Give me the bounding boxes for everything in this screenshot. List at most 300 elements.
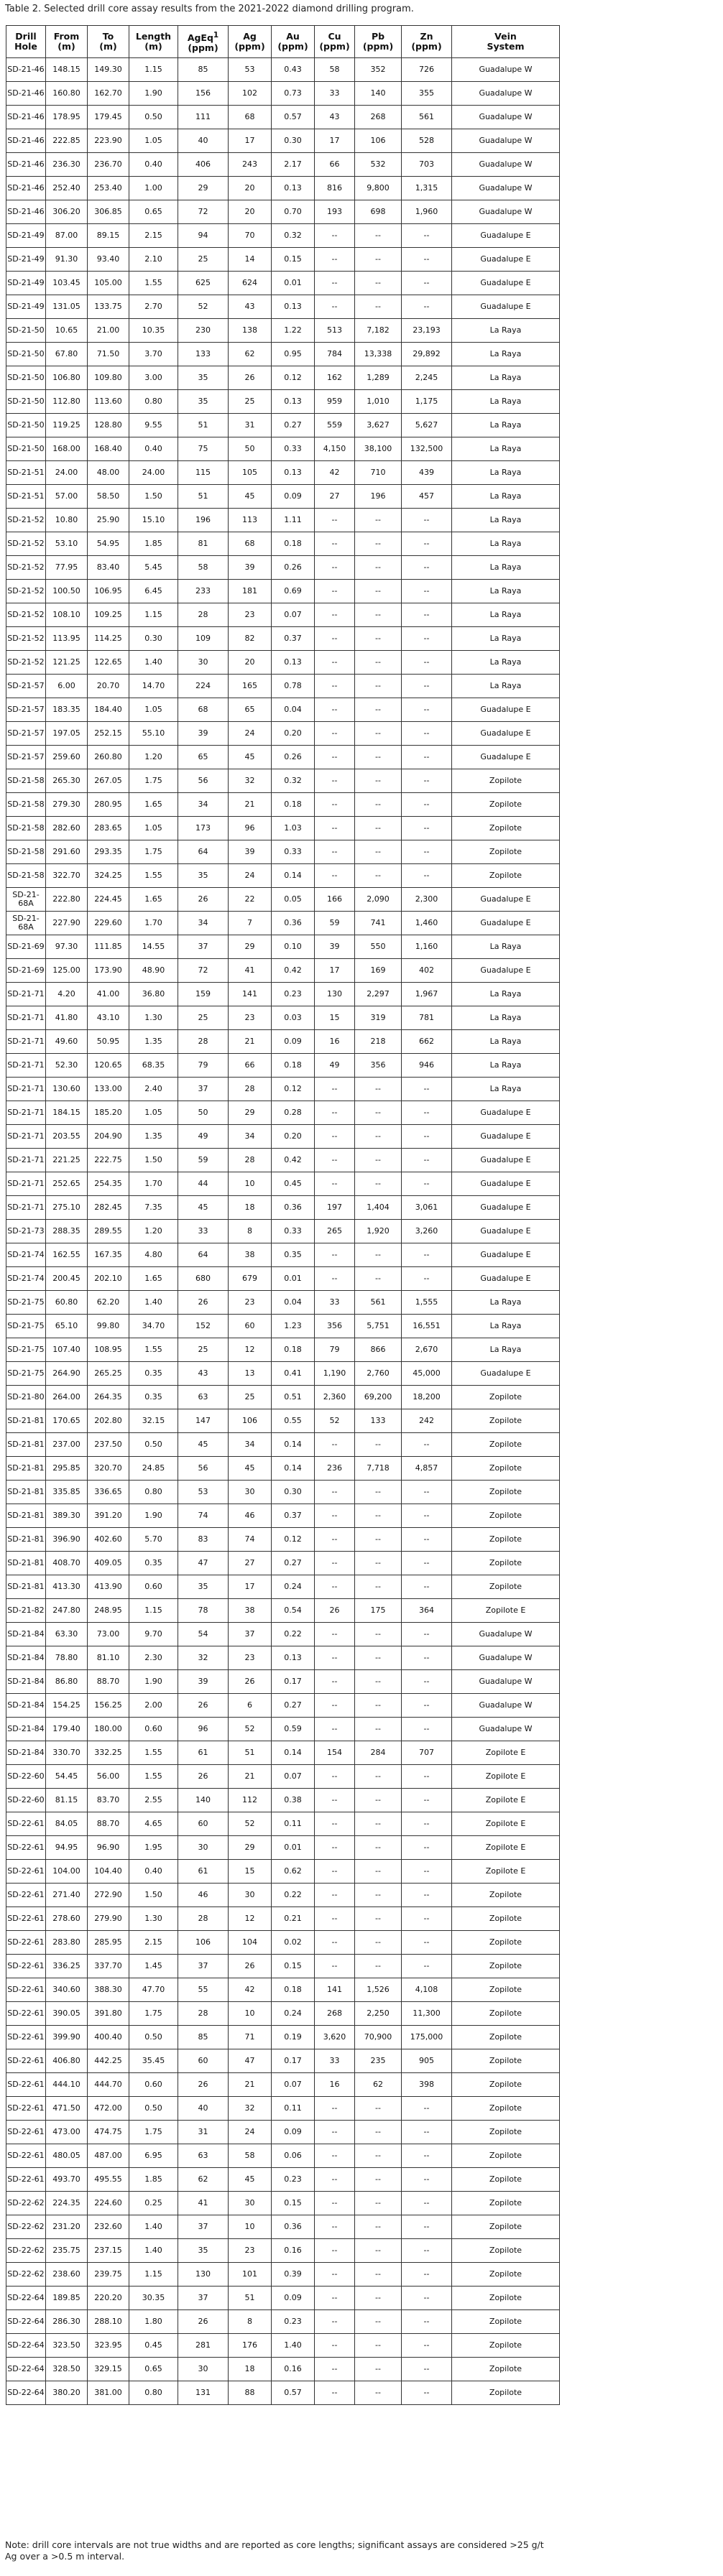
table-cell: --	[315, 2263, 355, 2287]
table-cell: 293.35	[88, 840, 129, 864]
table-cell: 8	[229, 1220, 272, 1243]
table-cell: SD-22-62	[6, 2263, 46, 2287]
table-cell: 4.20	[46, 983, 88, 1006]
table-cell: 0.13	[272, 390, 315, 414]
table-cell: 0.27	[272, 1694, 315, 1718]
table-cell: --	[402, 675, 452, 698]
table-cell: SD-21-81	[6, 1433, 46, 1457]
column-header-label: To	[102, 31, 114, 42]
table-cell: 3.70	[129, 343, 178, 366]
table-cell: 43.10	[88, 1006, 129, 1030]
table-row	[6, 129, 560, 153]
table-cell: --	[315, 2287, 355, 2310]
table-cell: 39	[315, 935, 355, 959]
table-cell: SD-21-84	[6, 1741, 46, 1765]
table-cell: SD-22-61	[6, 2121, 46, 2144]
table-cell: 0.11	[272, 2097, 315, 2121]
table-cell: 40	[178, 2097, 229, 2121]
table-cell: 88	[229, 2381, 272, 2405]
table-cell: 0.22	[272, 1884, 315, 1907]
table-row	[6, 2121, 560, 2144]
table-cell: SD-22-64	[6, 2310, 46, 2334]
table-cell: 222.85	[46, 129, 88, 153]
table-cell: --	[402, 1694, 452, 1718]
table-cell: 16,551	[402, 1315, 452, 1338]
table-cell: 47	[229, 2049, 272, 2073]
table-cell: 16	[315, 2073, 355, 2097]
table-cell: 45	[178, 1433, 229, 1457]
table-cell: 99.80	[88, 1315, 129, 1338]
table-cell: 96	[178, 1718, 229, 1741]
table-cell: 0.35	[129, 1362, 178, 1386]
table-cell: 703	[402, 153, 452, 177]
table-cell: 0.13	[272, 295, 315, 319]
table-cell: Guadalupe E	[452, 1149, 560, 1172]
table-cell: --	[402, 1575, 452, 1599]
table-cell: 220.20	[88, 2287, 129, 2310]
table-cell: 38	[229, 1243, 272, 1267]
table-cell: 329.15	[88, 2358, 129, 2381]
table-cell: 3,061	[402, 1196, 452, 1220]
column-header-unit: (ppm)	[188, 42, 218, 54]
table-cell: Zopilote E	[452, 1599, 560, 1623]
table-row	[6, 2239, 560, 2263]
table-cell: Zopilote E	[452, 1860, 560, 1884]
table-cell: --	[315, 1528, 355, 1552]
table-cell: La Raya	[452, 1338, 560, 1362]
table-cell: 0.26	[272, 556, 315, 580]
table-cell: --	[402, 1718, 452, 1741]
table-cell: 279.30	[46, 793, 88, 817]
table-cell: --	[355, 2168, 402, 2192]
table-row	[6, 1409, 560, 1433]
table-cell: 27	[315, 485, 355, 509]
table-cell: 25	[178, 1006, 229, 1030]
table-cell: 141	[315, 1978, 355, 2002]
table-cell: 336.65	[88, 1481, 129, 1504]
table-cell: --	[315, 1101, 355, 1125]
table-cell: 156	[178, 82, 229, 106]
table-row	[6, 532, 560, 556]
table-cell: 26	[178, 2073, 229, 2097]
table-cell: 0.60	[129, 2073, 178, 2097]
table-cell: 35	[178, 2239, 229, 2263]
table-cell: 156.25	[88, 1694, 129, 1718]
table-row	[6, 840, 560, 864]
table-row	[6, 1623, 560, 1646]
table-cell: 323.50	[46, 2334, 88, 2358]
table-cell: 1.85	[129, 2168, 178, 2192]
table-cell: 58	[229, 2144, 272, 2168]
table-cell: 295.85	[46, 1457, 88, 1481]
table-cell: 24.00	[129, 461, 178, 485]
table-cell: 528	[402, 129, 452, 153]
table-cell: --	[355, 556, 402, 580]
table-cell: --	[402, 1670, 452, 1694]
table-cell: 106	[355, 129, 402, 153]
table-cell: 248.95	[88, 1599, 129, 1623]
table-cell: 23,193	[402, 319, 452, 343]
table-cell: 0.14	[272, 1457, 315, 1481]
table-cell: Zopilote	[452, 2026, 560, 2049]
table-cell: 1.15	[129, 58, 178, 82]
table-cell: 34.70	[129, 1315, 178, 1338]
table-cell: 0.18	[272, 1338, 315, 1362]
table-cell: 0.54	[272, 1599, 315, 1623]
table-cell: 0.05	[272, 888, 315, 912]
table-cell: --	[315, 1812, 355, 1836]
table-cell: 0.57	[272, 106, 315, 129]
table-cell: SD-22-64	[6, 2287, 46, 2310]
table-row	[6, 2073, 560, 2097]
table-cell: 352	[355, 58, 402, 82]
table-cell: --	[315, 746, 355, 769]
table-cell: 21	[229, 2073, 272, 2097]
table-cell: 55	[178, 1978, 229, 2002]
table-cell: 710	[355, 461, 402, 485]
table-cell: 106	[178, 1931, 229, 1955]
table-row	[6, 2192, 560, 2215]
table-cell: Zopilote E	[452, 1765, 560, 1789]
table-row	[6, 1836, 560, 1860]
table-cell: 283.80	[46, 1931, 88, 1955]
table-cell: --	[402, 1149, 452, 1172]
table-cell: 389.30	[46, 1504, 88, 1528]
table-cell: --	[402, 1765, 452, 1789]
table-cell: 0.01	[272, 1267, 315, 1291]
table-cell: --	[355, 746, 402, 769]
table-cell: 1.55	[129, 1765, 178, 1789]
table-row	[6, 1907, 560, 1931]
table-cell: 0.27	[272, 1552, 315, 1575]
table-cell: 131.05	[46, 295, 88, 319]
table-cell: --	[355, 224, 402, 248]
table-cell: 10	[229, 2002, 272, 2026]
table-cell: SD-21-46	[6, 153, 46, 177]
table-row	[6, 2358, 560, 2381]
table-cell: --	[402, 651, 452, 675]
table-cell: 0.17	[272, 2049, 315, 2073]
table-cell: 74	[229, 1528, 272, 1552]
table-cell: SD-21-75	[6, 1315, 46, 1338]
table-cell: --	[402, 1433, 452, 1457]
table-cell: SD-21-49	[6, 248, 46, 272]
table-cell: 8	[229, 2310, 272, 2334]
table-cell: 267.05	[88, 769, 129, 793]
table-cell: Zopilote	[452, 2263, 560, 2287]
table-cell: --	[315, 2144, 355, 2168]
table-cell: SD-21-84	[6, 1718, 46, 1741]
table-cell: 242	[402, 1409, 452, 1433]
table-cell: --	[315, 1931, 355, 1955]
table-row	[6, 1741, 560, 1765]
table-cell: 30	[178, 651, 229, 675]
table-cell: 52.30	[46, 1054, 88, 1078]
table-cell: 133	[355, 1409, 402, 1433]
table-cell: --	[402, 840, 452, 864]
table-cell: 96.90	[88, 1836, 129, 1860]
table-cell: 1.35	[129, 1125, 178, 1149]
table-cell: 32	[229, 769, 272, 793]
table-cell: 53	[178, 1481, 229, 1504]
table-cell: 222.80	[46, 888, 88, 912]
table-cell: 33	[315, 1291, 355, 1315]
table-cell: 1.40	[129, 1291, 178, 1315]
table-cell: 905	[402, 2049, 452, 2073]
table-cell: 107.40	[46, 1338, 88, 1362]
table-cell: 0.18	[272, 1054, 315, 1078]
table-cell: 0.07	[272, 2073, 315, 2097]
table-cell: --	[402, 2358, 452, 2381]
table-cell: Zopilote	[452, 1433, 560, 1457]
table-cell: --	[355, 1481, 402, 1504]
table-cell: 13,338	[355, 343, 402, 366]
table-cell: 402.60	[88, 1528, 129, 1552]
table-cell: 71.50	[88, 343, 129, 366]
table-cell: 56	[178, 1457, 229, 1481]
table-row	[6, 1670, 560, 1694]
table-cell: SD-22-61	[6, 1836, 46, 1860]
table-cell: 5.45	[129, 556, 178, 580]
table-cell: 0.24	[272, 2002, 315, 2026]
table-cell: 0.40	[129, 1860, 178, 1884]
table-row	[6, 1718, 560, 1741]
table-cell: 1,160	[402, 935, 452, 959]
table-cell: --	[315, 675, 355, 698]
table-cell: SD-22-61	[6, 1955, 46, 1978]
table-cell: --	[315, 2310, 355, 2334]
table-cell: 63	[178, 1386, 229, 1409]
table-cell: 1.40	[129, 2239, 178, 2263]
table-cell: 68.35	[129, 1054, 178, 1078]
table-cell: 1.80	[129, 2310, 178, 2334]
table-cell: 3,627	[355, 414, 402, 437]
table-row	[6, 1765, 560, 1789]
table-cell: 0.23	[272, 2168, 315, 2192]
table-cell: 83	[178, 1528, 229, 1552]
table-row	[6, 1552, 560, 1575]
table-cell: SD-21-46	[6, 106, 46, 129]
table-row	[6, 1955, 560, 1978]
table-cell: 34	[229, 1433, 272, 1457]
table-cell: La Raya	[452, 532, 560, 556]
table-cell: SD-22-64	[6, 2334, 46, 2358]
table-cell: 36.80	[129, 983, 178, 1006]
table-cell: 2.15	[129, 224, 178, 248]
table-cell: 75	[178, 437, 229, 461]
table-cell: --	[355, 2381, 402, 2405]
table-cell: 265.25	[88, 1362, 129, 1386]
table-cell: 279.90	[88, 1907, 129, 1931]
table-cell: 78	[178, 1599, 229, 1623]
table-cell: 1,526	[355, 1978, 402, 2002]
table-cell: 112	[229, 1789, 272, 1812]
table-row	[6, 769, 560, 793]
table-cell: 28	[229, 1078, 272, 1101]
table-cell: 196	[178, 509, 229, 532]
table-cell: 26	[178, 1694, 229, 1718]
table-cell: 112.80	[46, 390, 88, 414]
table-cell: 399.90	[46, 2026, 88, 2049]
table-cell: SD-21-75	[6, 1291, 46, 1315]
table-cell: 72	[178, 959, 229, 983]
table-cell: SD-21-46	[6, 129, 46, 153]
table-cell: Zopilote	[452, 1528, 560, 1552]
table-cell: SD-21-71	[6, 1196, 46, 1220]
table-row	[6, 935, 560, 959]
table-cell: 170.65	[46, 1409, 88, 1433]
table-cell: La Raya	[452, 627, 560, 651]
table-cell: 1.55	[129, 864, 178, 888]
table-cell: 0.80	[129, 1481, 178, 1504]
table-cell: 4.65	[129, 1812, 178, 1836]
table-cell: 125.00	[46, 959, 88, 983]
table-cell: 698	[355, 200, 402, 224]
table-cell: 0.24	[272, 1575, 315, 1599]
table-cell: 0.65	[129, 200, 178, 224]
table-cell: 10.65	[46, 319, 88, 343]
table-cell: 132,500	[402, 437, 452, 461]
table-cell: 0.26	[272, 746, 315, 769]
table-cell: 149.30	[88, 58, 129, 82]
table-cell: 1.20	[129, 746, 178, 769]
table-cell: 0.30	[129, 627, 178, 651]
table-cell: 162.55	[46, 1243, 88, 1267]
table-cell: 148.15	[46, 58, 88, 82]
table-cell: 183.35	[46, 698, 88, 722]
table-cell: 24	[229, 722, 272, 746]
table-cell: --	[355, 1267, 402, 1291]
table-cell: 79	[315, 1338, 355, 1362]
table-cell: 35.45	[129, 2049, 178, 2073]
table-cell: 0.33	[272, 437, 315, 461]
table-cell: 781	[402, 1006, 452, 1030]
table-cell: 64	[178, 840, 229, 864]
table-row	[6, 746, 560, 769]
table-row	[6, 2049, 560, 2073]
table-cell: SD-21-69	[6, 935, 46, 959]
table-cell: --	[315, 2358, 355, 2381]
table-cell: 355	[402, 82, 452, 106]
table-cell: 39	[229, 840, 272, 864]
table-cell: --	[315, 556, 355, 580]
table-cell: 197.05	[46, 722, 88, 746]
table-row	[6, 2381, 560, 2405]
table-cell: 408.70	[46, 1552, 88, 1575]
table-cell: 10.80	[46, 509, 88, 532]
table-cell: 0.15	[272, 2192, 315, 2215]
table-cell: 94	[178, 224, 229, 248]
table-cell: 264.00	[46, 1386, 88, 1409]
table-cell: 49.60	[46, 1030, 88, 1054]
table-cell: 561	[355, 1291, 402, 1315]
table-cell: 236	[315, 1457, 355, 1481]
table-cell: 0.10	[272, 935, 315, 959]
table-cell: 252.65	[46, 1172, 88, 1196]
table-cell: --	[402, 1860, 452, 1884]
table-row	[6, 153, 560, 177]
table-cell: 0.45	[272, 1172, 315, 1196]
table-cell: 236.70	[88, 153, 129, 177]
table-row	[6, 959, 560, 983]
header-row	[6, 26, 560, 58]
table-cell: 168.00	[46, 437, 88, 461]
table-cell: 85	[178, 58, 229, 82]
table-cell: 0.70	[272, 200, 315, 224]
table-cell: 816	[315, 177, 355, 200]
table-cell: --	[315, 1552, 355, 1575]
table-cell: 45	[229, 746, 272, 769]
table-cell: 235	[355, 2049, 402, 2073]
table-cell: 181	[229, 580, 272, 603]
table-cell: SD-22-60	[6, 1765, 46, 1789]
table-cell: 26	[178, 2310, 229, 2334]
table-cell: 83.40	[88, 556, 129, 580]
table-cell: 106.80	[46, 366, 88, 390]
table-cell: 88.70	[88, 1670, 129, 1694]
table-cell: 0.36	[272, 2215, 315, 2239]
table-cell: 252.15	[88, 722, 129, 746]
table-cell: 130	[178, 2263, 229, 2287]
table-row	[6, 1315, 560, 1338]
table-cell: 0.01	[272, 272, 315, 295]
table-cell: 0.40	[129, 437, 178, 461]
table-cell: 1.15	[129, 2263, 178, 2287]
table-cell: 96	[229, 817, 272, 840]
table-cell: Zopilote	[452, 2121, 560, 2144]
table-cell: 21	[229, 1765, 272, 1789]
table-cell: SD-22-61	[6, 2073, 46, 2097]
table-cell: 227.90	[46, 912, 88, 935]
table-cell: 32	[178, 1646, 229, 1670]
table-cell: Zopilote	[452, 2073, 560, 2097]
table-cell: Zopilote	[452, 2310, 560, 2334]
table-cell: 26	[178, 1765, 229, 1789]
table-cell: Guadalupe W	[452, 1718, 560, 1741]
table-cell: --	[315, 1243, 355, 1267]
table-cell: 23	[229, 2239, 272, 2263]
table-cell: 1.22	[272, 319, 315, 343]
table-cell: 784	[315, 343, 355, 366]
table-cell: --	[355, 1243, 402, 1267]
table-cell: Zopilote	[452, 2239, 560, 2263]
table-cell: --	[402, 1101, 452, 1125]
table-cell: 1.70	[129, 912, 178, 935]
table-cell: --	[355, 2215, 402, 2239]
table-cell: --	[355, 2310, 402, 2334]
table-cell: 0.65	[129, 2358, 178, 2381]
table-cell: 391.80	[88, 2002, 129, 2026]
table-cell: --	[355, 722, 402, 746]
table-cell: SD-21-46	[6, 200, 46, 224]
table-cell: 1.65	[129, 888, 178, 912]
table-cell: 264.90	[46, 1362, 88, 1386]
table-cell: SD-22-61	[6, 2049, 46, 2073]
table-cell: 111	[178, 106, 229, 129]
table-cell: La Raya	[452, 1054, 560, 1078]
table-cell: 2.55	[129, 1789, 178, 1812]
table-cell: 1.85	[129, 532, 178, 556]
table-cell: La Raya	[452, 1006, 560, 1030]
table-cell: --	[402, 2168, 452, 2192]
table-cell: --	[355, 793, 402, 817]
column-header-label: Cu	[328, 31, 341, 42]
table-cell: 239.75	[88, 2263, 129, 2287]
table-cell: --	[355, 2097, 402, 2121]
table-cell: SD-21-57	[6, 722, 46, 746]
table-cell: 0.14	[272, 864, 315, 888]
table-cell: 31	[229, 414, 272, 437]
